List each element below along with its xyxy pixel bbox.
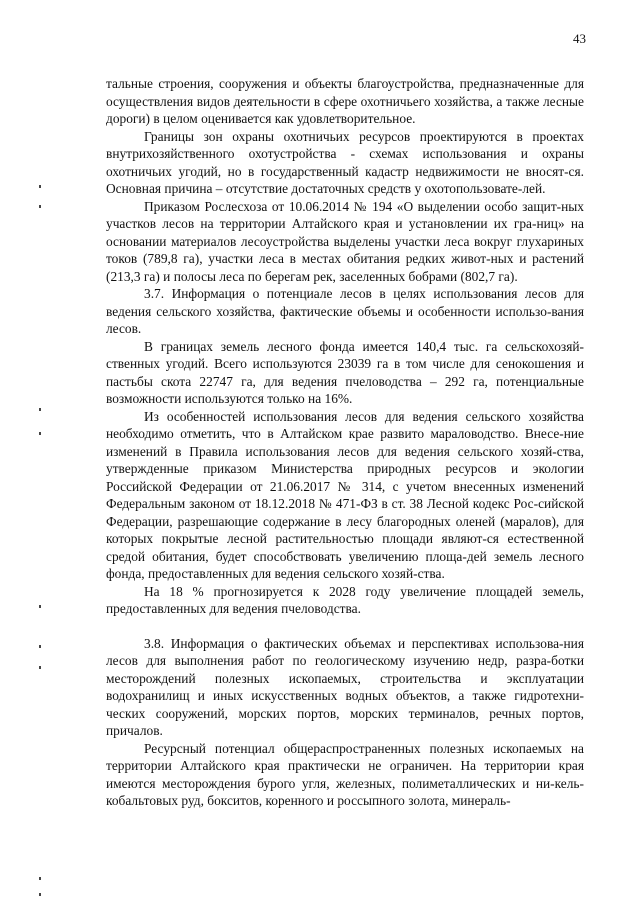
section-heading-3-7: 3.7. Информация о потенциале лесов в целях использования лесов для ведения сельского хозяйства, фактические объемы и особенности использо-вания лесов. — [106, 286, 584, 336]
paragraph-gap — [106, 618, 584, 635]
scan-mark — [39, 666, 41, 669]
scan-mark — [39, 432, 41, 435]
scan-mark — [39, 877, 41, 880]
paragraph-mineral-resources: Ресурсный потенциал общераспространенных полезных ископаемых на территории Алтайского края практически не ограничен. На территории края имеются месторождения бурого угля, железных, полиметаллических и ни-кель-кобальтовых руд, бокситов, коренного и россыпного золота, минераль- — [106, 740, 584, 808]
paragraph-rosleskhoz-order: Приказом Рослесхоза от 10.06.2014 № 194 «О выделении особо защит-ных участков лесов на территории Алтайского края и установлении их гра-ниц» на основании материалов лесоустройства выделены участки леса вокруг глухариных токов (789,8 га), участки леса в местах обитания редких живот-ных и растений (213,3 га) и полосы леса по берегам рек, заселенных бобрами (802,7 га). — [106, 198, 584, 284]
paragraph-beekeeping-forecast: На 18 % прогнозируется к 2028 году увеличение площадей земель, предоставленных для ведения пчеловодства. — [106, 583, 584, 616]
scan-mark — [39, 645, 41, 648]
document-body — [106, 75, 584, 810]
scan-mark — [39, 893, 41, 896]
paragraph-hunting-zones: Границы зон охраны охотничьих ресурсов проектируются в проектах внутрихозяйственного охотустройства - схемах использования и охраны охотничьих угодий, но в государственный кадастр недвижимости не вносят-ся. Основная причина – отсутствие достаточных средств у охотопользовате-лей. — [106, 128, 584, 196]
section-heading-3-8: 3.8. Информация о фактических объемах и перспективах использова-ния лесов для выполнения работ по геологическому изучению недр, разра-ботки месторождений полезных ископаемых, строительства и эксплуатации водохранилищ и иных искусственных водных объектов, а также гидротехни-ческих сооружений, морских портов, морских терминалов, речных портов, причалов. — [106, 635, 584, 738]
scan-mark — [39, 408, 41, 411]
paragraph-maral-breeding: Из особенностей использования лесов для ведения сельского хозяйства необходимо отметить, что в Алтайском крае развито мараловодство. Внесе-ние изменений в Правила использования лесов для ведения сельского хозяй-ства, утвержденные приказом Министерства природных ресурсов и экологии Российской Федерации от 21.06.2017 № 314, с учетом внесенных изменений Федеральным законом от 18.12.2018 № 471-ФЗ в ст. 38 Лесной кодекс Рос-сийской Федерации, разрешающие содержание в лесу благородных оленей (маралов), для которых покрытые лесной растительностью площади являют-ся естественной средой обитания, будет способствовать увеличению площа-дей земель лесного фонда, предоставленных для ведения сельского хозяй-ства. — [106, 408, 584, 581]
scan-mark — [39, 605, 41, 608]
paragraph-continuation: тальные строения, сооружения и объекты благоустройства, предназначенные для осуществления видов деятельности в сфере охотничьего хозяйства, а также лесные дороги) в целом оценивается как удовлетворительное. — [106, 76, 584, 126]
scan-mark — [39, 205, 41, 208]
scan-mark — [39, 185, 41, 188]
page-number: 43 — [573, 31, 586, 46]
paragraph-agricultural-lands: В границах земель лесного фонда имеется 140,4 тыс. га сельскохозяй-ственных угодий. Всего используются 23039 га в том числе для сенокошения и пастьбы скота 22747 га, для ведения пчеловодства – 292 га, потенциальные возможности используются только на 16%. — [106, 338, 584, 406]
